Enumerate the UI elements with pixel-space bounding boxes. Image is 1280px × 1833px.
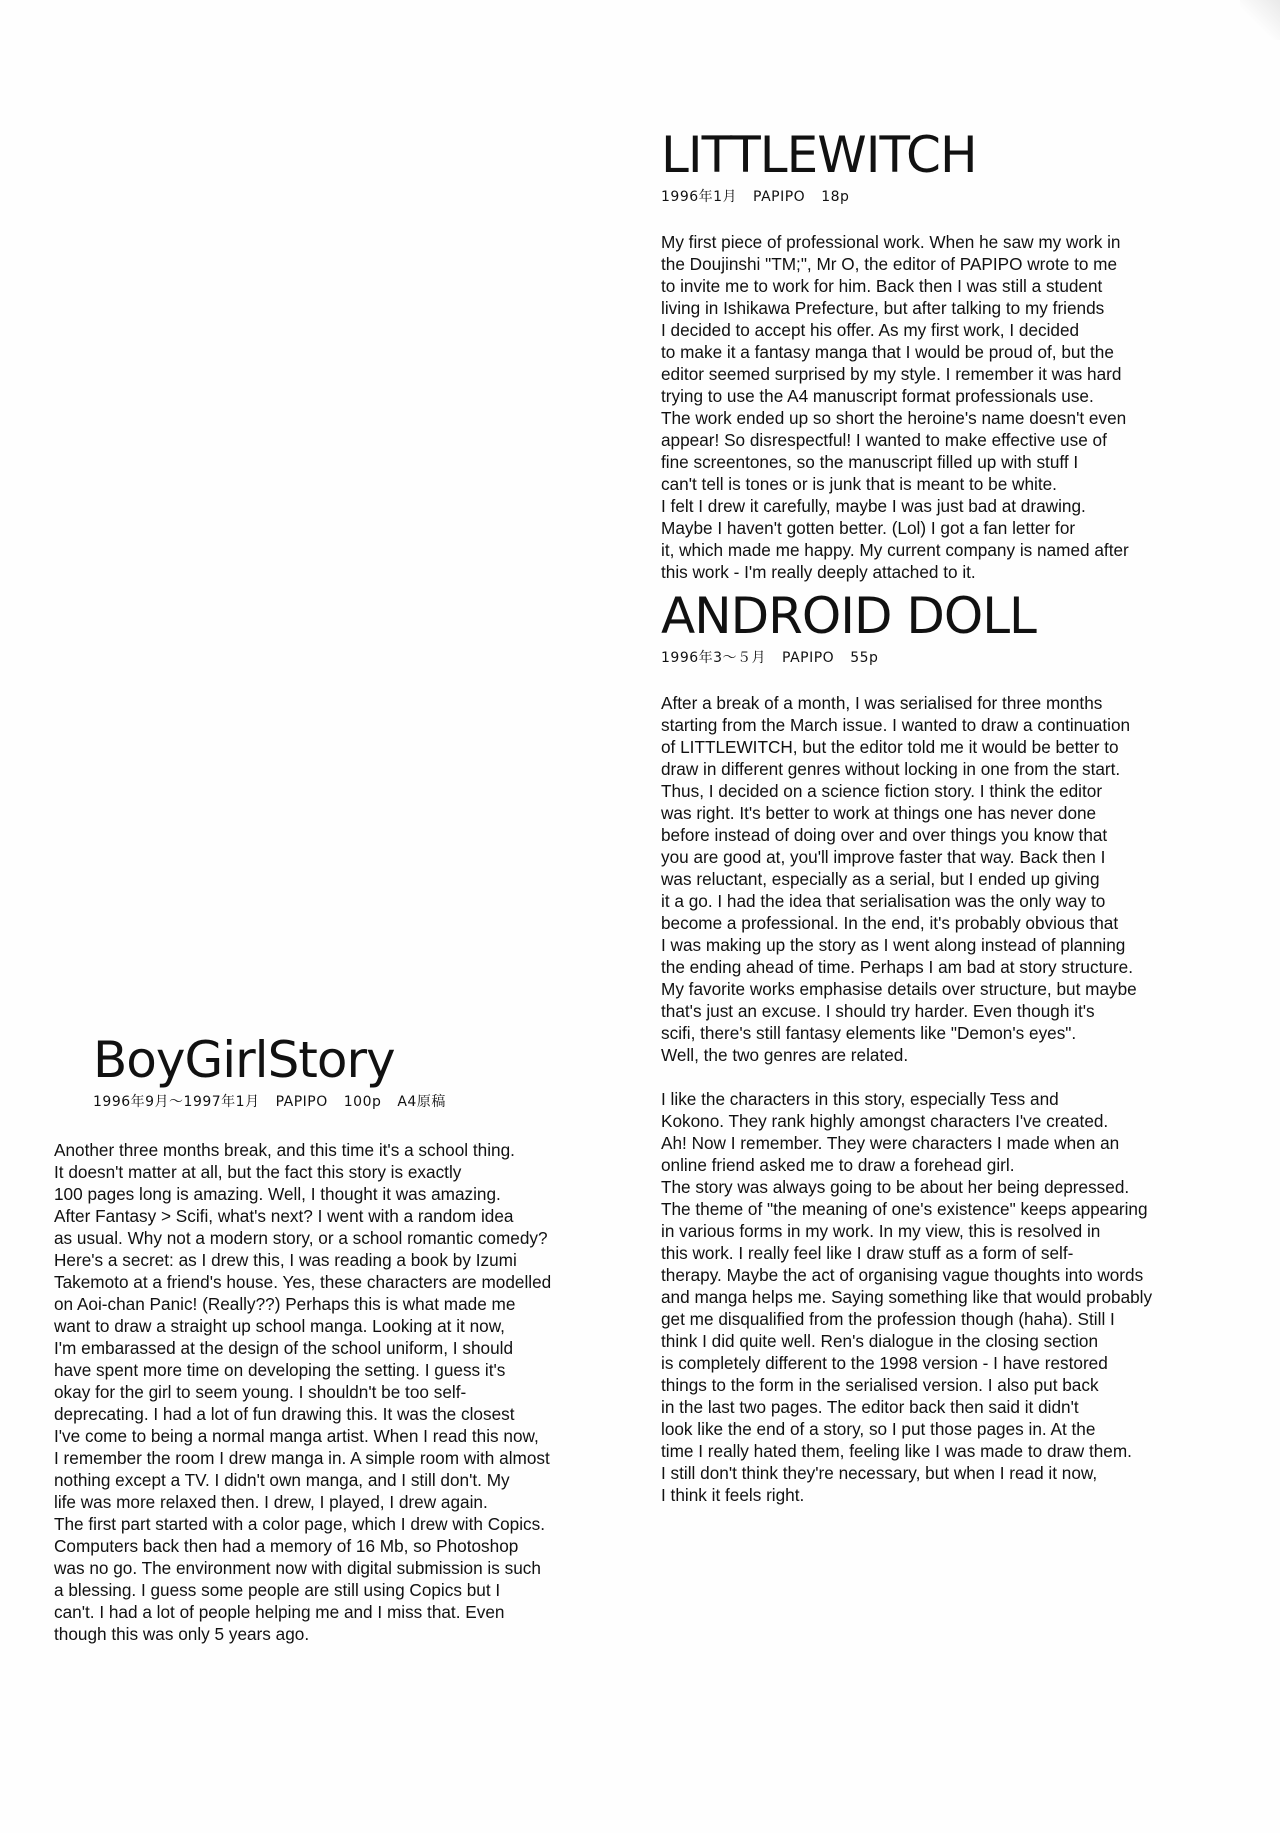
text-line: therapy. Maybe the act of organising vague thoughts into words [661,1265,1144,1285]
text-line: in the last two pages. The editor back then said it didn't [661,1397,1079,1417]
text-line: have spent more time on developing the setting. I guess it's [54,1360,506,1380]
text-line: The story was always going to be about her being depressed. [661,1177,1130,1197]
text-line: this work - I'm really deeply attached to it. [661,562,976,582]
text-line: scifi, there's still fantasy elements like "Demon's eyes". [661,1023,1077,1043]
text-line: I remember the room I drew manga in. A simple room with almost [54,1448,550,1468]
text-line: trying to use the A4 manuscript format professionals use. [661,386,1094,406]
littlewitch-publisher: PAPIPO [753,189,806,205]
text-line: Maybe I haven't gotten better. (Lol) I got a fan letter for [661,518,1076,538]
text-line: it a go. I had the idea that serialisation was the only way to [661,891,1106,911]
android-doll-body [661,692,1221,1506]
text-line: things to the form in the serialised version. I also put back [661,1375,1099,1395]
littlewitch-date: 1996年1月 [661,189,738,205]
text-line: My first piece of professional work. When he saw my work in [661,232,1121,252]
text-line: was no go. The environment now with digital submission is such [54,1558,541,1578]
text-line: nothing except a TV. I didn't own manga, and I still don't. My [54,1470,510,1490]
text-line: the Doujinshi "TM;", Mr O, the editor of PAPIPO wrote to me [661,254,1118,274]
text-line: I'm embarassed at the design of the school uniform, I should [54,1338,514,1358]
android-doll-publisher: PAPIPO [782,650,835,666]
text-line: Ah! Now I remember. They were characters I made when an [661,1133,1120,1153]
boygirlstory-meta [93,1091,614,1111]
text-line: it, which made me happy. My current company is named after [661,540,1129,560]
text-line: get me disqualified from the profession though (haha). Still I [661,1309,1115,1329]
text-line: I like the characters in this story, especially Tess and [661,1089,1059,1109]
text-line: online friend asked me to draw a forehead girl. [661,1155,1015,1175]
android-doll-meta [661,647,1221,667]
text-line: look like the end of a story, so I put those pages in. At the [661,1419,1096,1439]
text-line: and manga helps me. Saying something like that would probably [661,1287,1153,1307]
text-line: before instead of doing over and over things you know that [661,825,1108,845]
text-line: that's just an excuse. I should try harder. Even though it's [661,1001,1095,1021]
text-line: appear! So disrespectful! I wanted to make effective use of [661,430,1107,450]
text-line: you are good at, you'll improve faster that way. Back then I [661,847,1106,867]
boygirlstory-pages: 100p [343,1094,382,1110]
text-line: of LITTLEWITCH, but the editor told me it would be better to [661,737,1119,757]
text-line: is completely different to the 1998 version - I have restored [661,1353,1108,1373]
text-line: Well, the two genres are related. [661,1045,909,1065]
littlewitch-pages: 18p [821,189,850,205]
text-line: I was making up the story as I went along instead of planning [661,935,1126,955]
text-line: Kokono. They rank highly amongst characters I've created. [661,1111,1109,1131]
text-line: can't. I had a lot of people helping me and I miss that. Even [54,1602,505,1622]
page-corner-shadow [1240,0,1280,40]
littlewitch-section [661,126,1221,583]
text-line: Takemoto at a friend's house. Yes, these characters are modelled [54,1272,552,1292]
text-line: The first part started with a color page, which I drew with Copics. [54,1514,546,1534]
boygirlstory-body [54,1139,614,1645]
text-line: I felt I drew it carefully, maybe I was just bad at drawing. [661,496,1086,516]
text-line: was right. It's better to work at things one has never done [661,803,1097,823]
text-line: It doesn't matter at all, but the fact this story is exactly [54,1162,462,1182]
text-line: as usual. Why not a modern story, or a school romantic comedy? [54,1228,548,1248]
text-line: to invite me to work for him. Back then I was still a student [661,276,1103,296]
text-line: editor seemed surprised by my style. I remember it was hard [661,364,1122,384]
text-line: After a break of a month, I was serialised for three months [661,693,1103,713]
text-line: After Fantasy > Scifi, what's next? I went with a random idea [54,1206,514,1226]
boygirlstory-format: A4原稿 [397,1094,446,1110]
littlewitch-title: LITTLEWITCH [661,126,977,184]
android-doll-date: 1996年3～５月 [661,650,767,666]
text-line: can't tell is tones or is junk that is meant to be white. [661,474,1057,494]
text-line: The work ended up so short the heroine's name doesn't even [661,408,1127,428]
android-doll-section [661,587,1221,1506]
text-line: My favorite works emphasise details over structure, but maybe [661,979,1137,999]
littlewitch-body [661,231,1221,583]
text-line: fine screentones, so the manuscript filled up with stuff I [661,452,1079,472]
text-line: time I really hated them, feeling like I was made to draw them. [661,1441,1132,1461]
text-line: was reluctant, especially as a serial, but I ended up giving [661,869,1100,889]
text-line: okay for the girl to seem young. I shouldn't be too self- [54,1382,467,1402]
text-line: deprecating. I had a lot of fun drawing this. It was the closest [54,1404,515,1424]
text-line: think I did quite well. Ren's dialogue in the closing section [661,1331,1099,1351]
littlewitch-meta [661,186,1221,206]
text-line: this work. I really feel like I draw stuff as a form of self- [661,1243,1074,1263]
boygirlstory-title: BoyGirlStory [93,1031,395,1089]
text-line: I think it feels right. [661,1485,805,1505]
text-line: I've come to being a normal manga artist. When I read this now, [54,1426,539,1446]
text-line: the ending ahead of time. Perhaps I am bad at story structure. [661,957,1133,977]
android-doll-pages: 55p [850,650,879,666]
android-doll-title: ANDROID DOLL [661,587,1036,645]
text-line: starting from the March issue. I wanted to draw a continuation [661,715,1131,735]
text-line: 100 pages long is amazing. Well, I thought it was amazing. [54,1184,501,1204]
text-line: living in Ishikawa Prefecture, but after talking to my friends [661,298,1105,318]
text-line: draw in different genres without locking in one from the start. [661,759,1121,779]
boygirlstory-date: 1996年9月～1997年1月 [93,1094,260,1110]
text-line: Computers back then had a memory of 16 Mb, so Photoshop [54,1536,519,1556]
text-line: The theme of "the meaning of one's existence" keeps appearing [661,1199,1148,1219]
text-line: though this was only 5 years ago. [54,1624,310,1644]
text-line: become a professional. In the end, it's probably obvious that [661,913,1119,933]
text-line: Thus, I decided on a science fiction story. I think the editor [661,781,1103,801]
text-line: I decided to accept his offer. As my first work, I decided [661,320,1080,340]
boygirlstory-section [54,1031,614,1645]
paragraph-gap [661,1066,1221,1088]
boygirlstory-publisher: PAPIPO [275,1094,328,1110]
text-line: want to draw a straight up school manga. Looking at it now, [54,1316,505,1336]
text-line: on Aoi-chan Panic! (Really??) Perhaps this is what made me [54,1294,516,1314]
text-line: life was more relaxed then. I drew, I played, I drew again. [54,1492,488,1512]
text-line: in various forms in my work. In my view, this is resolved in [661,1221,1101,1241]
text-line: to make it a fantasy manga that I would be proud of, but the [661,342,1114,362]
text-line: a blessing. I guess some people are still using Copics but I [54,1580,501,1600]
text-line: Another three months break, and this time it's a school thing. [54,1140,515,1160]
text-line: Here's a secret: as I drew this, I was reading a book by Izumi [54,1250,517,1270]
text-line: I still don't think they're necessary, but when I read it now, [661,1463,1098,1483]
